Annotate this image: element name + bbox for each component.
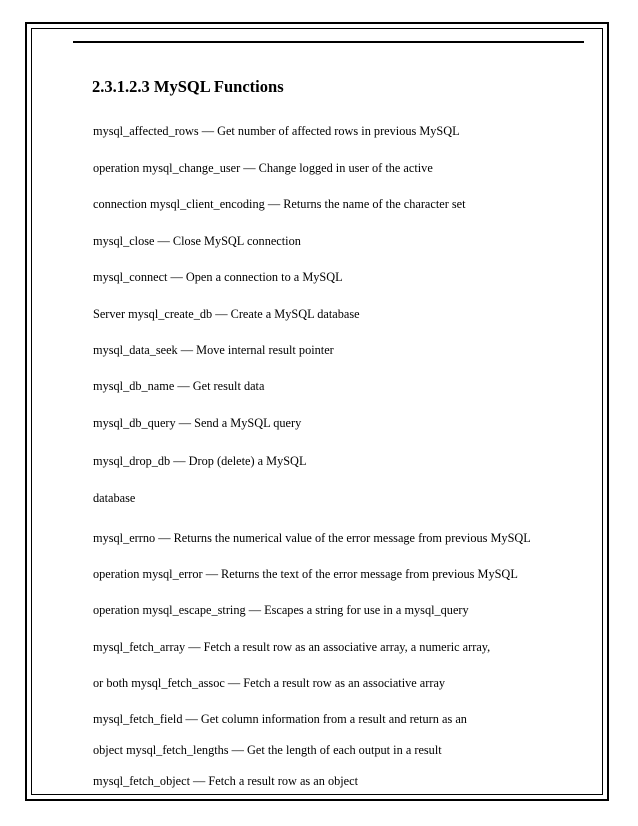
text-line: mysql_close — Close MySQL connection [93,234,301,248]
text-line: mysql_fetch_array — Fetch a result row as an associative array, a numeric array, [93,640,491,654]
text-line: operation mysql_change_user — Change logged in user of the active [93,161,433,175]
header-rule [73,41,584,43]
text-line: or both mysql_fetch_assoc — Fetch a result row as an associative array [93,676,446,690]
text-line: mysql_connect — Open a connection to a MySQL [93,270,343,284]
text-line: mysql_affected_rows — Get number of affected rows in previous MySQL [93,124,460,138]
text-line: Server mysql_create_db — Create a MySQL database [93,307,360,321]
text-line: mysql_drop_db — Drop (delete) a MySQL [93,454,307,468]
text-line: mysql_data_seek — Move internal result pointer [93,343,334,357]
text-line: mysql_db_query — Send a MySQL query [93,416,302,430]
text-line: operation mysql_error — Returns the text of the error message from previous MySQL [93,567,518,581]
text-line: mysql_fetch_object — Fetch a result row as an object [93,774,358,788]
text-line: object mysql_fetch_lengths — Get the length of each output in a result [93,743,442,757]
text-line: operation mysql_escape_string — Escapes a string for use in a mysql_query [93,603,469,617]
text-line: mysql_db_name — Get result data [93,379,265,393]
text-line: connection mysql_client_encoding — Returns the name of the character set [93,197,466,211]
text-line: mysql_fetch_field — Get column information from a result and return as an [93,712,467,726]
text-line: mysql_errno — Returns the numerical value of the error message from previous MySQL [93,531,531,545]
section-heading: 2.3.1.2.3 MySQL Functions [92,77,284,96]
text-line: database [93,491,136,505]
